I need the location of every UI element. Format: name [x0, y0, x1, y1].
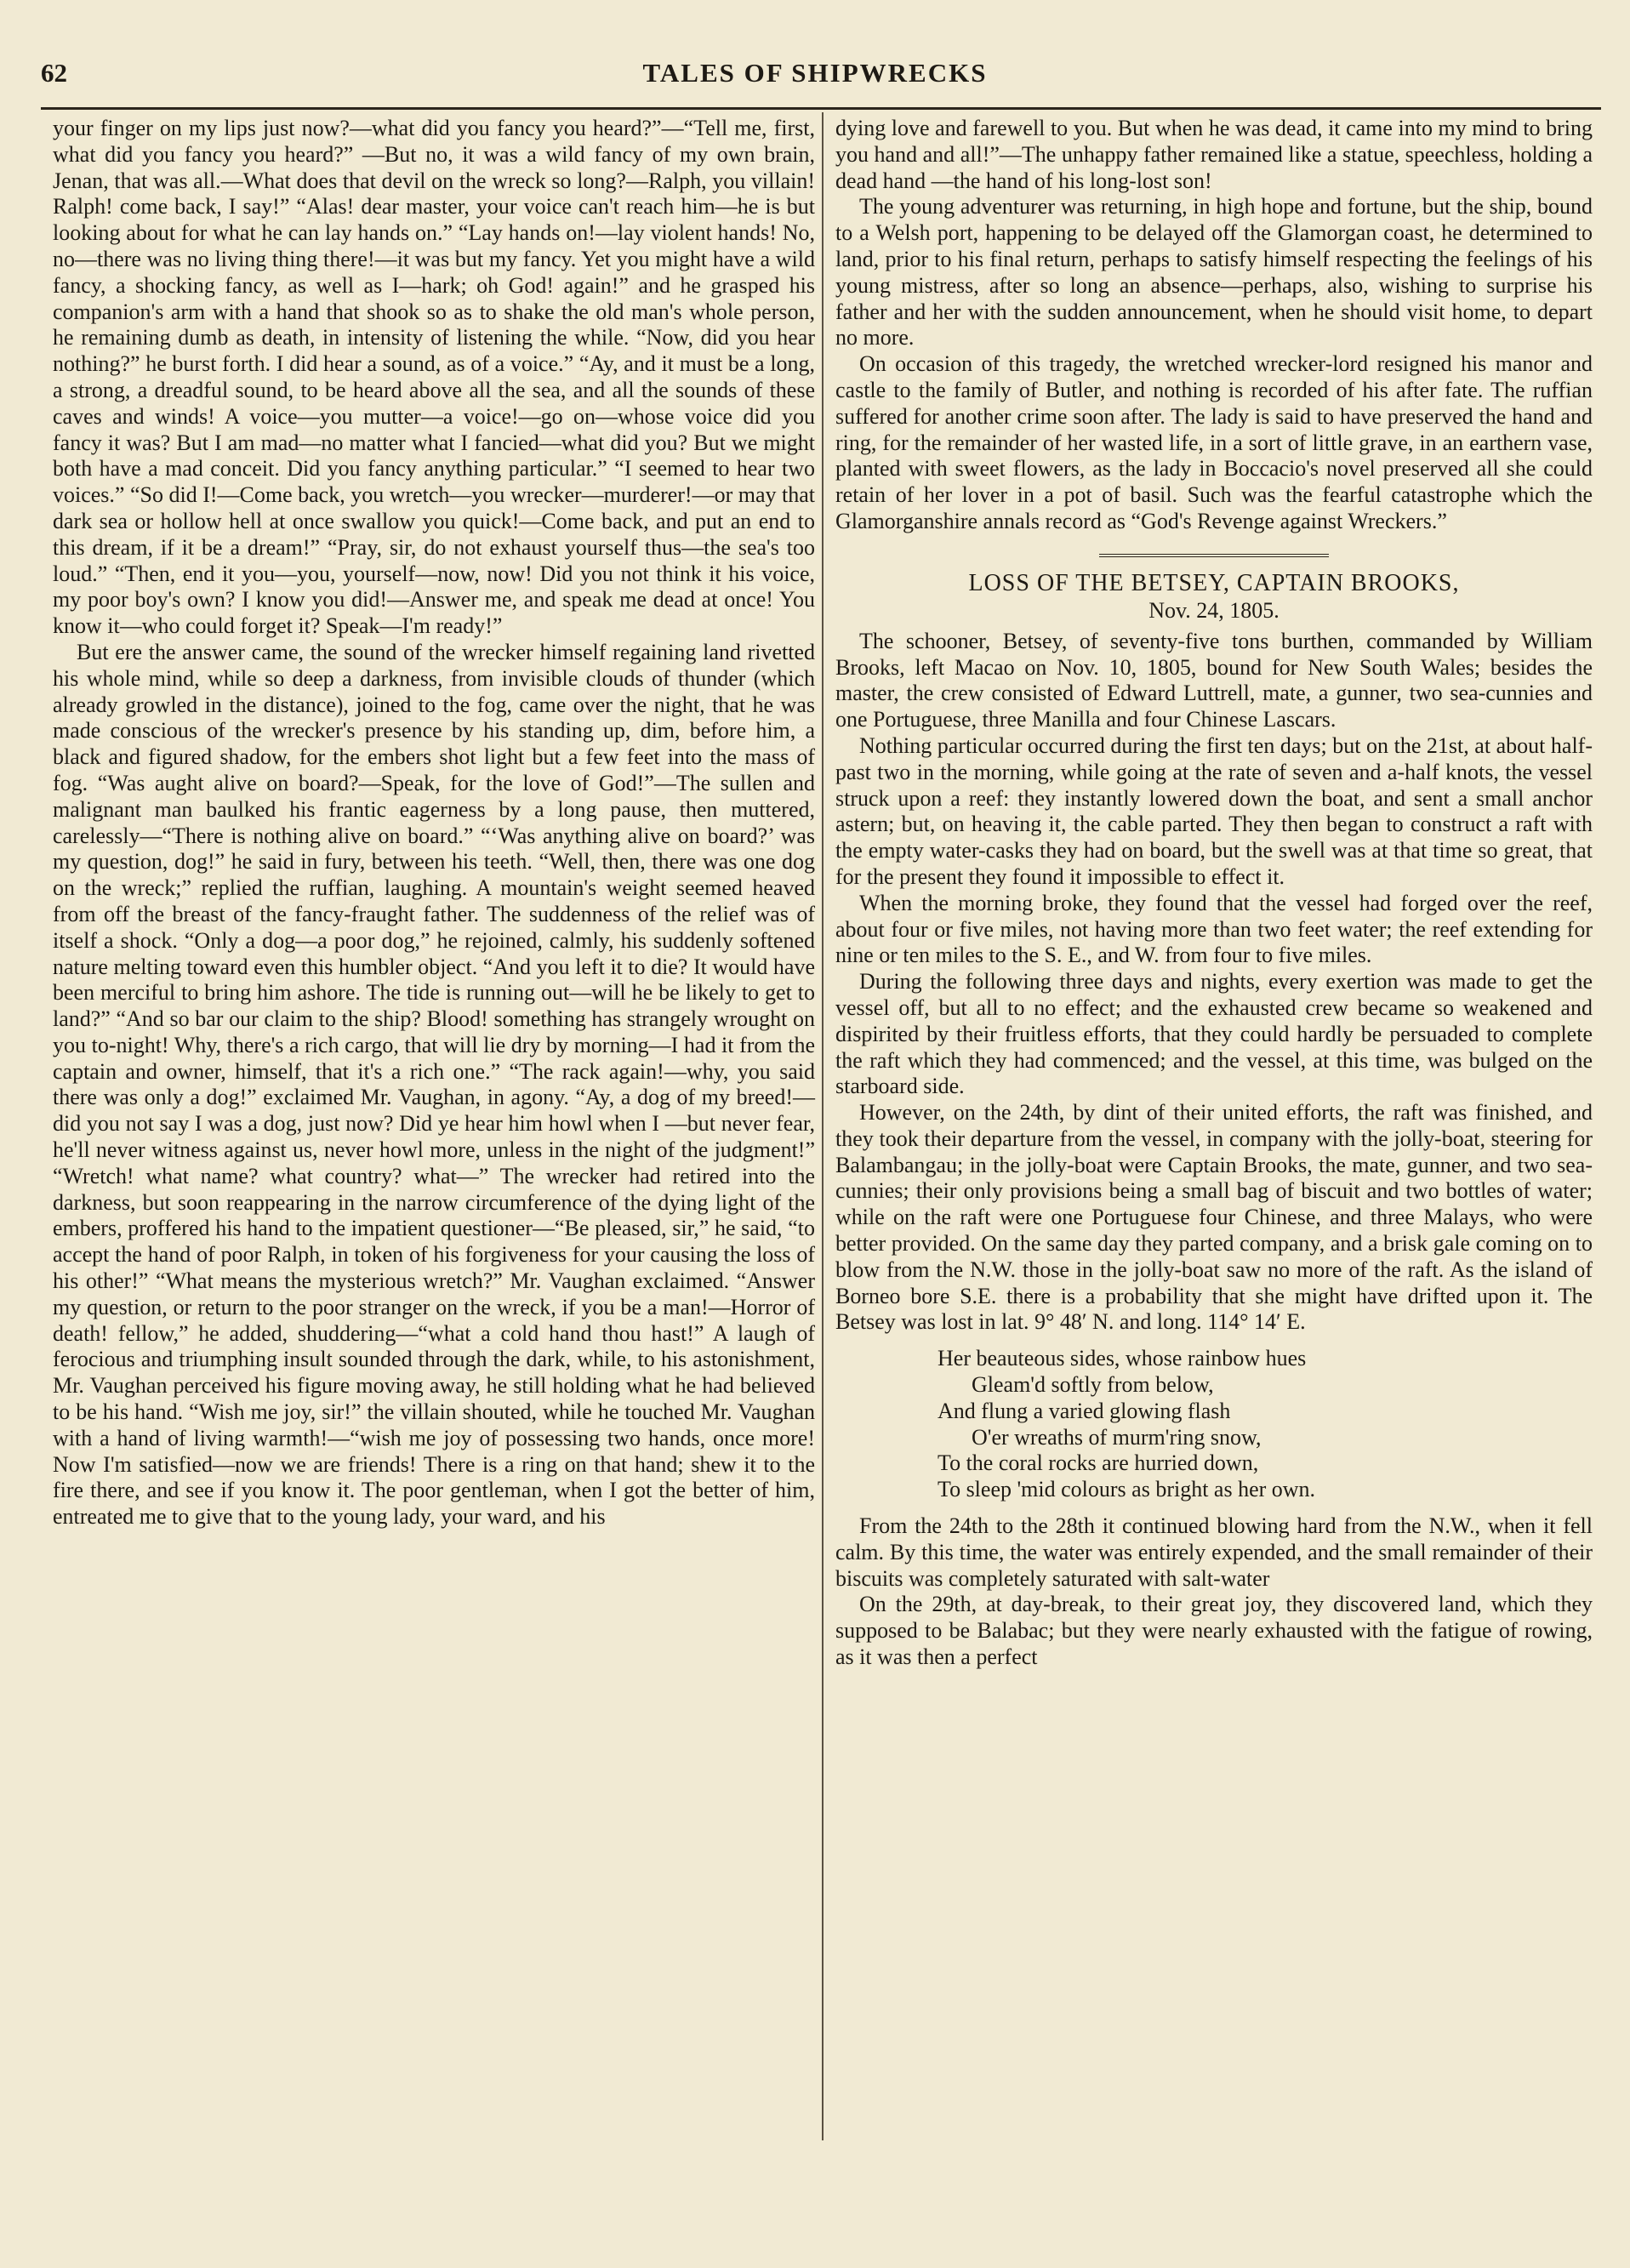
- paragraph: From the 24th to the 28th it continued blowing hard from the N.W., when it fell calm. By this time, the water was entirely expended, and the small remainder of their biscuits was completely saturated with salt-water: [835, 1513, 1593, 1591]
- poem-line: O'er wreaths of murm'ring snow,: [972, 1424, 1262, 1450]
- paragraph: The schooner, Betsey, of seventy-five tons burthen, commanded by William Brooks, left Macao on Nov. 10, 1805, bound for New South Wales; besides the master, the crew consisted of Edward Luttrell, mate, a gunner, two sea-cunnies and one Portuguese, three Manilla and four Chinese Lascars.: [835, 628, 1593, 732]
- poem-line: Gleam'd softly from below,: [972, 1372, 1214, 1398]
- paragraph: During the following three days and nights, every exertion was made to get the vessel off, but all to no effect; and the exhausted crew became so weakened and dispirited by their fruitless efforts, that they could hardly be persuaded to complete the raft which they had commenced; and the vessel, at this time, was bulged on the starboard side.: [835, 969, 1593, 1099]
- poem-line: To the coral rocks are hurried down,: [938, 1450, 1259, 1476]
- paragraph: But ere the answer came, the sound of the wrecker himself regaining land rivetted his whole mind, while so deep a darkness, from invisible clouds of thunder (which already growled in the distance), joined to the fog, came over the night, that he was made conscious of the wrecker's presence by his standing up, dim, before him, a black and figured shadow, for the embers shot light but a few feet into the mass of fog. “Was aught alive on board?—Speak, for the love of God!”—The sullen and malignant man baulked his frantic eagerness by a long pause, then muttered, carelessly—“There is nothing alive on board.” “‘Was anything alive on board?’ was my question, dog!” he said in fury, between his teeth. “Well, then, there was one dog on the wreck;” replied the ruffian, laughing. A mountain's weight seemed heaved from off the breast of the fancy-fraught father. The suddenness of the relief was of itself a shock. “Only a dog—a poor dog,” he rejoined, calmly, his suddenly softened nature melting toward even this humbler object. “And you left it to die? It would have been merciful to bring him ashore. The tide is running out—will he be likely to get to land?” “And so bar our claim to the ship? Blood! something has strangely wrought on you to-night! Why, there's a rich cargo, that will lie dry by morning—I had it from the captain and owner, himself, that it's a rich one.” “The rack again!—why, you said there was only a dog!” exclaimed Mr. Vaughan, in agony. “Ay, a dog of my breed!—did you not say I was a dog, just now? Did ye hear him howl when I —but never fear, he'll never witness against us, never howl more, unless in the night of the judgment!” “Wretch! what name? what country? what—” The wrecker had retired into the darkness, but soon reappearing in the narrow circumference of the dying light of the embers, proffered his hand to the impatient questioner—“Be pleased, sir,” he said, “to accept the hand of poor Ralph, in token of his forgiveness for your causing the loss of his other!” “What means the mysterious wretch?” Mr. Vaughan exclaimed. “Answer my question, or return to the poor stranger on the wreck, if you be a man!—Horror of death! fellow,” he added, shuddering—“what a cold hand thou hast!” A laugh of ferocious and triumphing insult sounded through the dark, while, to his astonishment, Mr. Vaughan perceived his figure moving away, he still holding what he had believed to be his hand. “Wish me joy, sir!” the villain shouted, while he touched Mr. Vaughan with a hand of living warmth!—“wish me joy of possessing two hands, once more! Now I'm satisfied—now we are friends! There is a ring on that hand; shew it to the fire there, and see if you know it. The poor gentleman, when I got the better of him, entreated me to give that to the young lady, your ward, and his: [53, 639, 815, 1530]
- poem-line: And flung a varied glowing flash: [938, 1398, 1231, 1423]
- article-date: Nov. 24, 1805.: [1148, 597, 1279, 623]
- section-divider: [1099, 554, 1329, 557]
- poem-line: To sleep 'mid colours as bright as her own.: [938, 1477, 1316, 1502]
- left-column: [53, 116, 815, 1530]
- poem-line: Her beauteous sides, whose rainbow hues: [938, 1346, 1307, 1371]
- column-divider: [822, 112, 824, 2140]
- running-head: TALES OF SHIPWRECKS: [642, 58, 988, 88]
- page-number: 62: [41, 58, 67, 88]
- paragraph: On the 29th, at day-break, to their great joy, they discovered land, which they supposed to be Balabac; but they were nearly exhausted with the fatigue of rowing, as it was then a perfect: [835, 1592, 1593, 1670]
- paragraph: Nothing particular occurred during the first ten days; but on the 21st, at about half-past two in the morning, while going at the rate of seven and a-half knots, the vessel struck upon a reef: they instantly lowered down the boat, and sent a small anchor astern; but, on heaving it, the cable parted. They then began to construct a raft with the empty water-casks they had on board, but the swell was at that time so great, that for the present they found it impossible to effect it.: [835, 732, 1593, 889]
- header-rule: [41, 107, 1601, 110]
- paragraph: When the morning broke, they found that the vessel had forged over the reef, about four or five miles, not having more than two feet water; the reef extending for nine or ten miles to the S. E., and W. from four to five miles.: [835, 890, 1593, 968]
- poem: [938, 1346, 1593, 1503]
- paragraph: your finger on my lips just now?—what did you fancy you heard?”—“Tell me, first, what did you fancy you heard?” —But no, it was a wild fancy of my own brain, Jenan, that was all.—What does that devil on the wreck so long?—Ralph, you villain! Ralph! come back, I say!” “Alas! dear master, your voice can't reach him—he is but looking about for what he can lay hands on.” “Lay hands on!—lay violent hands! No, no—there was no living thing there!—it was but my fancy. Yet you might have a wild fancy, a shocking fancy, as well as I—hark; oh God! again!” and he grasped his companion's arm with a hand that shook so as to shake the old man's whole person, he remaining dumb as death, in intensity of listening the while. “Now, did you hear nothing?” he burst forth. I did hear a sound, as of a voice.” “Ay, and it must be a long, a strong, a dreadful sound, to be heard above all the sea, and all the sounds of these caves and winds! A voice—you mutter—a voice!—go on—whose voice did you fancy it was? But I am mad—no matter what I fancied—what did you? But we might both have a mad conceit. Did you fancy anything particular.” “I seemed to hear two voices.” “So did I!—Come back, you wretch—you wrecker—murderer!—or may that dark sea or hollow hell at once swallow you quick!—Come back, and put an end to this dream, if it be a dream!” “Pray, sir, do not exhaust yourself thus—the sea's too loud.” “Then, end it you—you, yourself—now, now! Did you not think it his voice, my poor boy's own? I know you did!—Answer me, and speak me dead at once! You know it—who could forget it? Speak—I'm ready!”: [53, 116, 815, 639]
- article-title: LOSS OF THE BETSEY, CAPTAIN BROOKS,: [968, 569, 1460, 596]
- right-column: [835, 116, 1593, 1671]
- paragraph: However, on the 24th, by dint of their united efforts, the raft was finished, and they took their departure from the vessel, in company with the jolly-boat, steering for Balambangau; in the jolly-boat were Captain Brooks, the mate, gunner, and two sea-cunnies; their only provisions being a small bag of biscuit and two bottles of water; while on the raft were one Portuguese four Chinese, and three Malays, who were better provided. On the same day they parted company, and a brisk gale coming on to blow from the N.W. those in the jolly-boat saw no more of the raft. As the island of Borneo bore S.E. there is a probability that she might have drifted upon it. The Betsey was lost in lat. 9° 48′ N. and long. 114° 14′ E.: [835, 1100, 1593, 1335]
- paragraph: The young adventurer was returning, in high hope and fortune, but the ship, bound to a Welsh port, happening to be delayed off the Glamorgan coast, he determined to land, prior to his final return, perhaps to satisfy himself respecting the feelings of his young mistress, after so long an absence—perhaps, also, wishing to surprise his father and her with the sudden announcement, when he should visit home, to depart no more.: [835, 194, 1593, 350]
- paragraph: On occasion of this tragedy, the wretched wrecker-lord resigned his manor and castle to the family of Butler, and nothing is recorded of his after fate. The ruffian suffered for another crime soon after. The lady is said to have preserved the hand and ring, for the remainder of her wasted life, in a sort of little grave, in an earthern vase, planted with sweet flowers, as the lady in Boccacio's novel preserved all she could retain of her lover in a pot of basil. Such was the fearful catastrophe which the Glamorganshire annals record as “God's Revenge against Wreckers.”: [835, 351, 1593, 533]
- paragraph: dying love and farewell to you. But when he was dead, it came into my mind to bring you hand and all!”—The unhappy father remained like a statue, speechless, holding a dead hand —the hand of his long-lost son!: [835, 116, 1593, 193]
